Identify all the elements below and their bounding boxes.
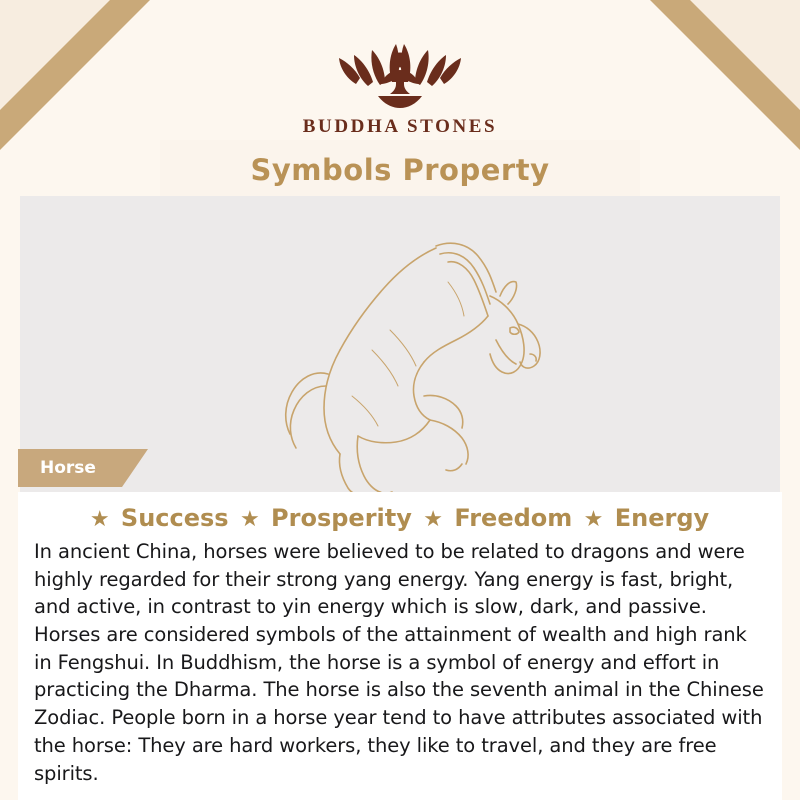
keyword-success: Success xyxy=(120,504,229,532)
description-paragraph: In ancient China, horses were believed to be related to dragons and were highly regarded for their strong yang energy. Yang energy is fast, bright, and active, in contrast to yin energy which is slow, dark, and passive. Horses are considered symbols of the attainment of wealth and high rank in Fengshui. In Buddhism, the horse is a symbol of energy and effort in practicing the Dharma. The horse is also the seventh animal in the Chinese Zodiac. People born in a horse year tend to have attributes associated with the horse: They are hard workers, they like to travel, and they are free spirits. xyxy=(34,540,764,785)
title-band xyxy=(160,146,640,194)
brand-name: BUDDHA STONES xyxy=(302,116,498,137)
keyword-energy: Energy xyxy=(614,504,710,532)
star-icon-2: ★ xyxy=(239,507,260,532)
ribbon-tail xyxy=(122,449,148,487)
star-icon-4: ★ xyxy=(583,507,604,532)
description-block xyxy=(18,492,782,800)
star-icon-3: ★ xyxy=(423,507,443,532)
symbol-label-ribbon xyxy=(18,449,148,487)
keyword-prosperity: Prosperity xyxy=(271,504,412,532)
symbol-label-text: Horse xyxy=(40,458,96,478)
symbol-label-body xyxy=(18,449,122,487)
star-icon-1: ★ xyxy=(89,507,110,532)
page-title: Symbols Property xyxy=(250,153,550,187)
lotus-meditation-figure-icon xyxy=(310,22,490,114)
keyword-freedom: Freedom xyxy=(454,504,573,532)
rearing-horse-line-art-icon xyxy=(200,200,600,500)
keyword-row xyxy=(34,504,766,532)
brand-logo xyxy=(0,22,800,138)
